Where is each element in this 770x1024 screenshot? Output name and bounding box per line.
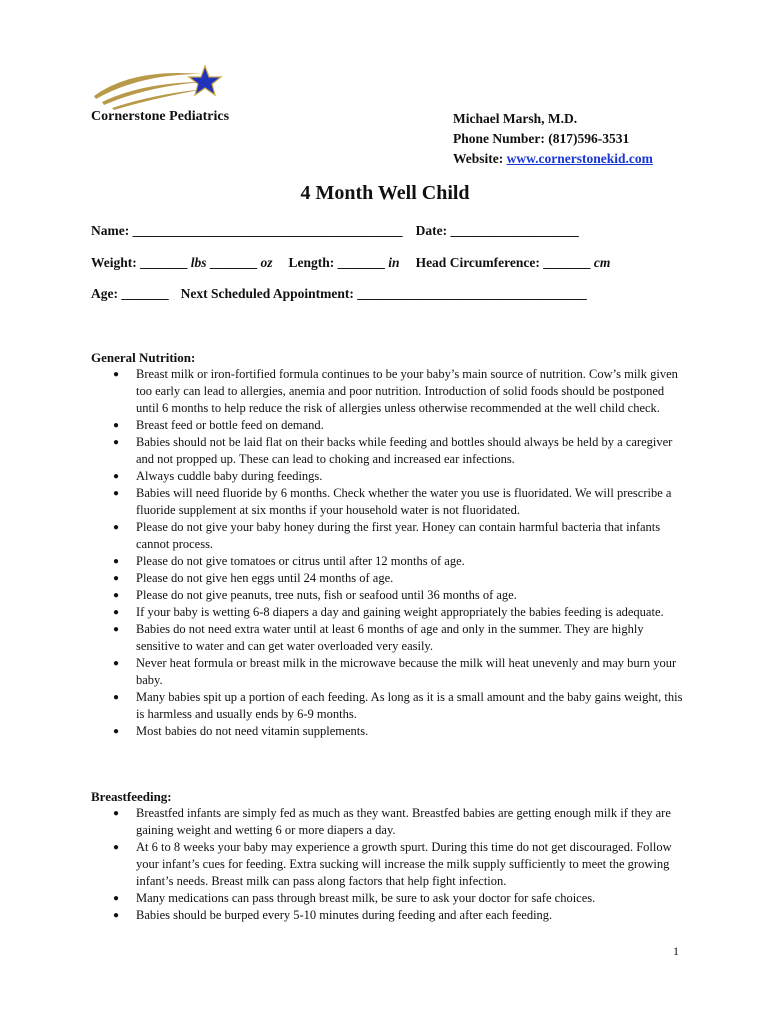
list-item [91,366,686,417]
list-item [91,587,686,604]
head-circumference-label: Head Circumference: [415,255,540,270]
list-item [91,468,686,485]
list-item-text: Babies do not need extra water until at least 6 months of age and only in the summer. They are highly sensitive to water and can get water overloaded very easily. [136,622,644,653]
bullet-icon: ● [113,624,120,635]
breastfeeding-list [91,805,686,924]
head-circumference-field[interactable]: _______ [543,255,591,270]
weight-oz-field[interactable]: _______ [209,255,258,270]
bullet-icon: ● [113,842,120,853]
website-link[interactable]: www.cornerstonekid.com [506,151,653,166]
general-nutrition-list [91,366,686,740]
appointment-label: Next Scheduled Appointment: [180,286,354,301]
list-item [91,805,686,839]
bullet-icon: ● [113,471,120,482]
list-item-text: Breast feed or bottle feed on demand. [136,418,324,432]
breastfeeding-heading: Breastfeeding: [91,789,172,804]
list-item [91,519,686,553]
name-field[interactable]: ________________________________________ [132,223,403,238]
list-item [91,723,686,740]
general-nutrition-section [91,349,686,740]
practice-name: Cornerstone Pediatrics [91,109,230,124]
phone-number: (817)596-3531 [548,131,630,146]
list-item [91,570,686,587]
list-item [91,655,686,689]
list-item-text: Always cuddle baby during feedings. [136,469,323,483]
age-label: Age: [91,286,118,301]
bullet-icon: ● [113,590,120,601]
bullet-icon: ● [113,573,120,584]
list-item [91,417,686,434]
breastfeeding-section [91,788,686,924]
list-item [91,907,686,924]
list-item-text: At 6 to 8 weeks your baby may experience a growth spurt. During this time do not get discouraged. Follow your infant’s cues for feeding. Extra sucking will increase the milk supply sufficiently to meet the growing infant’s needs. Breast milk can pass along factors that help fight infection. [136,840,672,888]
list-item-text: If your baby is wetting 6-8 diapers a day and gaining weight appropriately the babies feeding is adequate. [136,605,664,619]
page-number: 1 [673,944,679,958]
bullet-icon: ● [113,658,120,669]
bullet-icon: ● [113,420,120,431]
website-label: Website: [453,151,504,166]
measurements-row [91,255,610,271]
doctor-name: Michael Marsh, M.D. [453,111,578,126]
name-label: Name: [91,223,130,238]
head-circumference-unit: cm [593,255,611,270]
bullet-icon: ● [113,556,120,567]
list-item-text: Babies should not be laid flat on their backs while feeding and bottles should always be held by a caregiver and not propped up. These can lead to choking and increased ear infections. [136,435,673,466]
list-item [91,621,686,655]
bullet-icon: ● [113,369,120,380]
cornerstone-logo [92,62,228,110]
bullet-icon: ● [113,437,120,448]
bullet-icon: ● [113,726,120,737]
bullet-icon: ● [113,808,120,819]
list-item-text: Babies will need fluoride by 6 months. Check whether the water you use is fluoridated. We will prescribe a fluoride supplement at six months if your household water is not fluoridated. [136,486,672,517]
length-label: Length: [288,255,335,270]
phone-label: Phone Number: [453,131,545,146]
general-nutrition-heading: General Nutrition: [91,350,196,365]
bullet-icon: ● [113,893,120,904]
doctor-info [453,109,653,169]
list-item [91,839,686,890]
length-field[interactable]: _______ [337,255,385,270]
list-item [91,434,686,468]
length-unit: in [388,255,400,270]
bullet-icon: ● [113,607,120,618]
weight-lbs-unit: lbs [190,255,207,270]
page-title: 4 Month Well Child [300,182,470,204]
age-appointment-row [91,286,587,302]
list-item-text: Many medications can pass through breast milk, be sure to ask your doctor for safe choices. [136,891,596,905]
list-item-text: Please do not give tomatoes or citrus until after 12 months of age. [136,554,465,568]
phone-line [453,129,653,149]
list-item [91,689,686,723]
website-line [453,149,653,169]
appointment-field[interactable]: __________________________________ [357,286,587,301]
list-item-text: Please do not give peanuts, tree nuts, fish or seafood until 36 months of age. [136,588,517,602]
list-item [91,604,686,621]
weight-lbs-field[interactable]: _______ [140,255,188,270]
weight-oz-unit: oz [260,255,273,270]
list-item-text: Breast milk or iron-fortified formula continues to be your baby’s main source of nutrition. Cow’s milk given too early can lead to allergies, anemia and poor nutrition. Introduction of solid foods should be postponed until 6 months to help reduce the risk of allergies unless otherwise recommended at the well child check. [136,367,678,415]
list-item [91,890,686,907]
list-item [91,553,686,570]
list-item-text: Most babies do not need vitamin supplements. [136,724,369,738]
date-label: Date: [415,223,448,238]
list-item-text: Please do not give your baby honey during the first year. Honey can contain harmful bacteria that infants cannot process. [136,520,661,551]
list-item-text: Babies should be burped every 5-10 minutes during feeding and after each feeding. [136,908,553,922]
list-item-text: Many babies spit up a portion of each feeding. As long as it is a small amount and the baby gains weight, this is harmless and usually ends by 6-9 months. [136,690,683,721]
list-item-text: Please do not give hen eggs until 24 months of age. [136,571,394,585]
date-field[interactable]: ___________________ [450,223,579,238]
bullet-icon: ● [113,910,120,921]
bullet-icon: ● [113,692,120,703]
name-date-row [91,223,579,239]
weight-label: Weight: [91,255,137,270]
list-item [91,485,686,519]
bullet-icon: ● [113,522,120,533]
list-item-text: Breastfed infants are simply fed as much as they want. Breastfed babies are getting enough milk if they are gaining weight and wetting 6 or more diapers a day. [136,806,671,837]
age-field[interactable]: _______ [121,286,169,301]
list-item-text: Never heat formula or breast milk in the microwave because the milk will heat unevenly and may burn your baby. [136,656,677,687]
bullet-icon: ● [113,488,120,499]
